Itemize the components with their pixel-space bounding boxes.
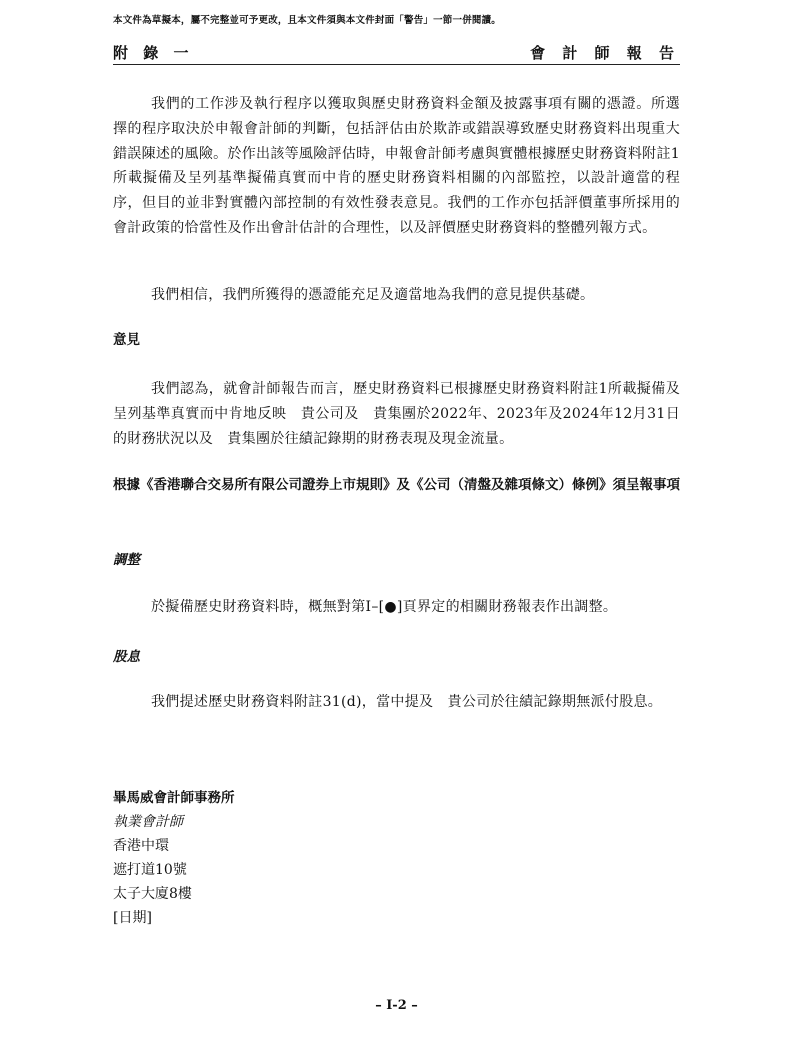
- appendix-label: 附 錄 一: [113, 44, 194, 62]
- dividends-paragraph: 我們提述歷史財務資料附註31(d)，當中提及 貴公司於往績記錄期無派付股息。: [151, 694, 663, 710]
- listing-rules-heading: 根據《香港聯合交易所有限公司證券上市規則》及《公司（清盤及雜項條文）條例》須呈報事項: [113, 477, 680, 493]
- page-header: [113, 40, 680, 65]
- draft-notice: 本文件為草擬本，屬不完整並可予更改，且本文件須與本文件封面「警告」一節一併閱讀。: [113, 15, 502, 26]
- address-line-3: 太子大廈8樓: [113, 886, 192, 902]
- address-line-1: 香港中環: [113, 838, 169, 854]
- dividends-heading: 股息: [113, 649, 140, 665]
- opinion-paragraph: 我們認為，就會計師報告而言，歷史財務資料已根據歷史財務資料附註1所載擬備及呈列基準真實而中肯地反映 貴公司及 貴集團於2022年、2023年及2024年12月31日的財務狀況以及 貴集團於往績記錄期的財務表現及現金流量。: [113, 381, 680, 447]
- adjustments-heading: 調整: [113, 552, 140, 568]
- firm-title: 執業會計師: [113, 814, 183, 830]
- work-paragraph: 我們的工作涉及執行程序以獲取與歷史財務資料金額及披露事項有關的憑證。所選擇的程序取決於申報會計師的判斷，包括評估由於欺詐或錯誤導致歷史財務資料出現重大錯誤陳述的風險。於作出該等風險評估時，申報會計師考慮與實體根據歷史財務資料附註1所載擬備及呈列基準擬備真實而中肯的歷史財務資料相關的內部監控，以設計適當的程序，但目的並非對實體內部控制的有效性發表意見。我們的工作亦包括評價董事所採用的會計政策的恰當性及作出會計估計的合理性，以及評價歷史財務資料的整體列報方式。: [113, 96, 680, 236]
- belief-paragraph: 我們相信，我們所獲得的憑證能充足及適當地為我們的意見提供基礎。: [151, 287, 595, 303]
- page-number: – I-2 –: [375, 998, 418, 1013]
- report-title: 會 計 師 報 告: [530, 44, 680, 62]
- address-line-2: 遮打道10號: [113, 862, 187, 878]
- adjustments-paragraph: 於擬備歷史財務資料時，概無對第I–[●]頁界定的相關財務報表作出調整。: [151, 599, 618, 615]
- opinion-heading: 意見: [113, 332, 140, 348]
- firm-name: 畢馬威會計師事務所: [113, 790, 235, 806]
- signature-date: [日期]: [113, 910, 152, 926]
- signature-block: [113, 786, 235, 930]
